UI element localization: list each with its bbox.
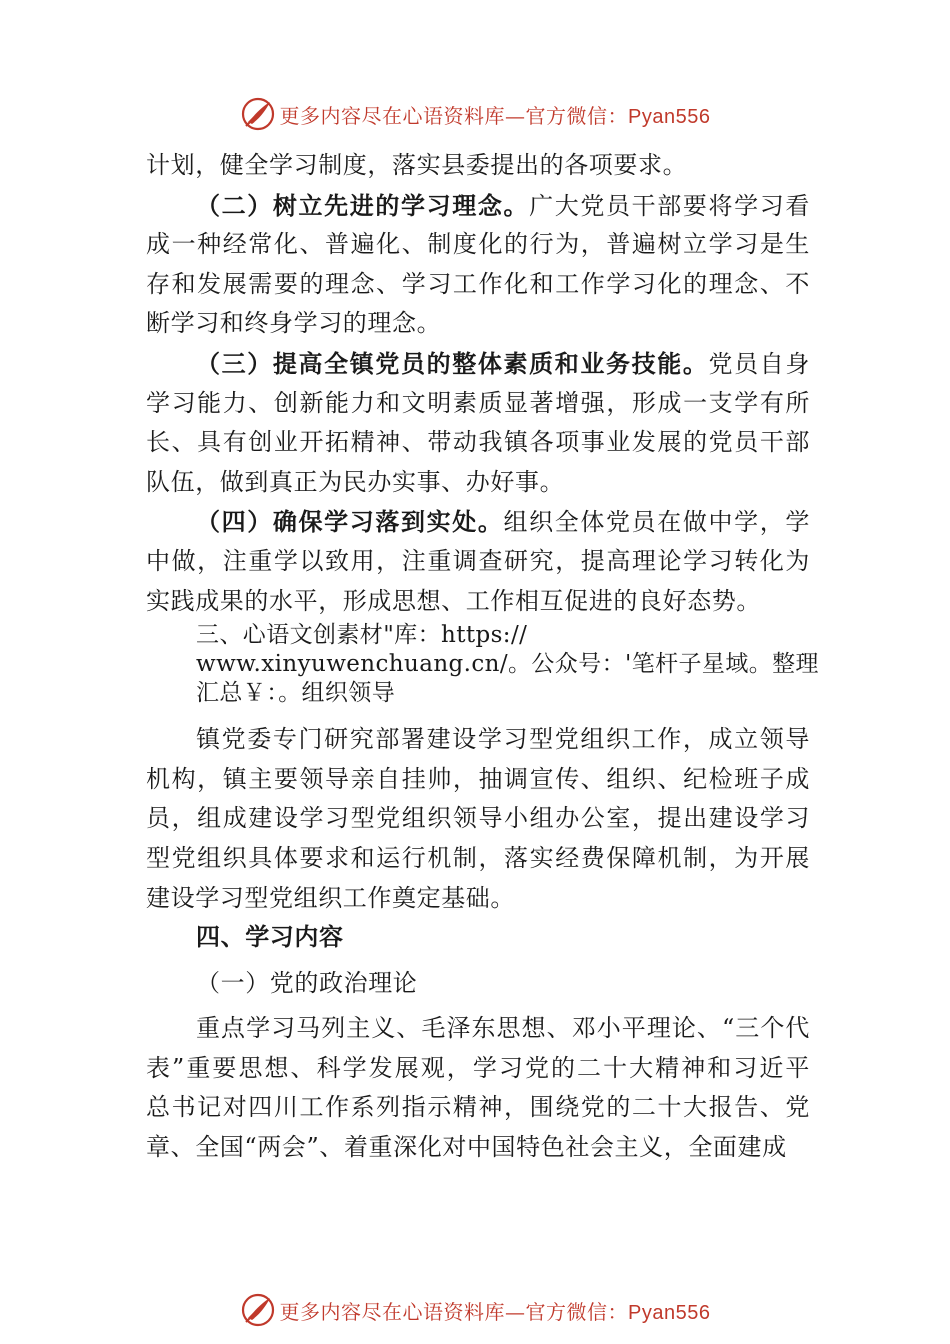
paragraph-line: 队伍，做到真正为民办实事、办好事。 xyxy=(146,467,565,496)
paragraph-line: 章、全国“两会”、着重深化对中国特色社会主义，全面建成 xyxy=(146,1133,787,1162)
paragraph-line: 型党组织具体要求和运行机制，落实经费保障机制，为开展 xyxy=(146,843,810,872)
paragraph-line: 重点学习马列主义、毛泽东思想、邓小平理论、“三个代 xyxy=(196,1014,810,1043)
footer-banner xyxy=(0,1290,950,1330)
paragraph-line: 建设学习型党组织工作奠定基础。 xyxy=(146,883,515,912)
subheading: （二）树立先进的学习理念。 xyxy=(196,190,530,220)
header-banner xyxy=(0,94,950,134)
paragraph-line: （二）树立先进的学习理念。广大党员干部要将学习看 xyxy=(196,190,810,220)
paragraph-line: （四）确保学习落到实处。组织全体党员在做中学，学 xyxy=(196,507,810,537)
paragraph-line: 长、具有创业开拓精神、带动我镇各项事业发展的党员干部 xyxy=(146,428,810,457)
watermark-line: www.xinyuwenchuang.cn/。公众号：'笔杆子星域。整理 xyxy=(196,651,819,678)
banner-text: 更多内容尽在心语资料库—官方微信：Pyan556 xyxy=(279,1299,711,1324)
wechat-id: Pyan556 xyxy=(628,1301,711,1324)
watermark-line: 三、心语文创素材"库：https:// xyxy=(196,622,528,649)
quill-logo-icon xyxy=(240,96,276,132)
subsection-heading: （一）党的政治理论 xyxy=(196,968,418,997)
wechat-id: Pyan556 xyxy=(628,105,711,128)
paragraph-line: 镇党委专门研究部署建设学习型党组织工作，成立领导 xyxy=(196,725,810,754)
paragraph-line: 实践成果的水平，形成思想、工作相互促进的良好态势。 xyxy=(146,586,761,615)
subheading: （三）提高全镇党员的整体素质和业务技能。 xyxy=(196,348,709,378)
paragraph-line: 学习能力、创新能力和文明素质显著增强，形成一支学有所 xyxy=(146,388,810,417)
paragraph-line: 计划，健全学习制度，落实县委提出的各项要求。 xyxy=(146,151,688,179)
document-body xyxy=(146,146,819,1168)
paragraph-line: 存和发展需要的理念、学习工作化和工作学习化的理念、不 xyxy=(146,269,810,298)
paragraph-line: 总书记对四川工作系列指示精神，围绕党的二十大报告、党 xyxy=(146,1093,810,1122)
quill-logo-icon xyxy=(240,1292,276,1328)
paragraph-line: 表”重要思想、科学发展观，学习党的二十大精神和习近平 xyxy=(146,1053,810,1082)
paragraph-line: 成一种经常化、普遍化、制度化的行为，普遍树立学习是生 xyxy=(146,230,810,259)
section-heading: 四、学习内容 xyxy=(196,923,344,952)
paragraph-line: 机构，镇主要领导亲自挂帅，抽调宣传、组织、纪检班子成 xyxy=(146,764,810,793)
paragraph-line: 中做，注重学以致用，注重调查研究，提高理论学习转化为 xyxy=(146,546,810,575)
watermark-line: 汇总￥：。组织领导 xyxy=(196,680,396,707)
paragraph-line: 断学习和终身学习的理念。 xyxy=(146,309,442,338)
paragraph-line: （三）提高全镇党员的整体素质和业务技能。党员自身 xyxy=(196,348,810,378)
paragraph-line: 员，组成建设学习型党组织领导小组办公室，提出建设学习 xyxy=(146,804,810,833)
banner-text: 更多内容尽在心语资料库—官方微信：Pyan556 xyxy=(279,103,711,128)
subheading: （四）确保学习落到实处。 xyxy=(196,507,504,537)
